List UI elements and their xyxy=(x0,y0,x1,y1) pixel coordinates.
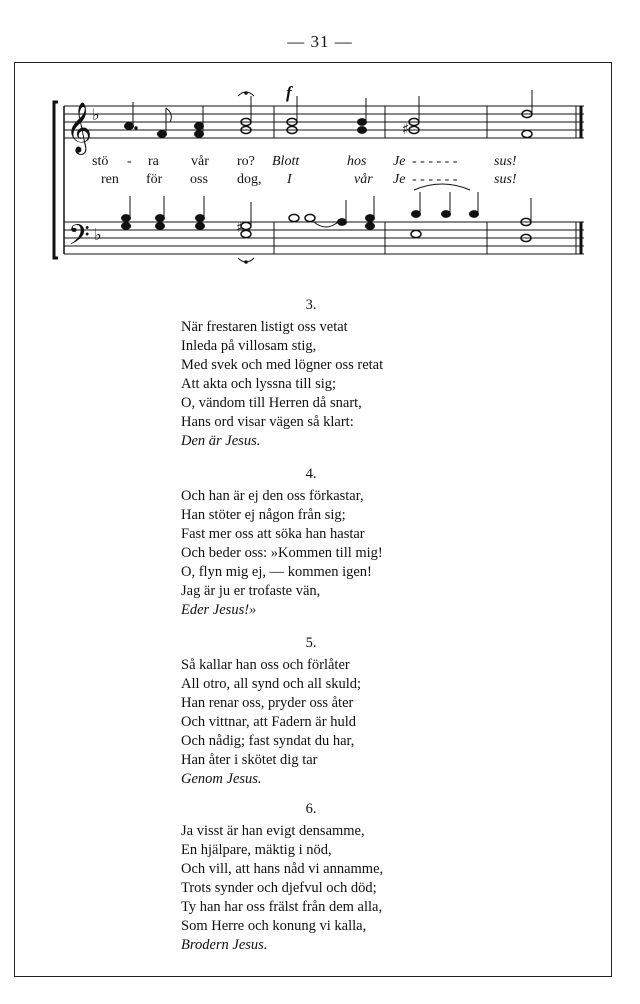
treble-staff xyxy=(64,106,584,138)
stanza-4: 4. Och han är ej den oss förkastar, Han stöter ej någon från sig; Fast mer oss att söka han hastar Och beder oss: »Kommen till mig! O, flyn mig ej, — kommen igen! Jag är ju er trofaste vän, Eder Jesus!» xyxy=(181,465,441,620)
svg-text:♭: ♭ xyxy=(92,105,100,124)
svg-text:♭: ♭ xyxy=(94,225,102,244)
stanza-3: 3. När frestaren listigt oss vetat Inleda på villosam stig, Med svek och med lögner oss retat Att akta och lyssna till sig; O, vändom till Herren då snart, Hans ord visar vägen så klart: Den är Jesus. xyxy=(181,296,441,451)
stanza-6: 6. Ja visst är han evigt densamme, En hjälpare, mäktig i nöd, Och vill, att hans nåd vi annamme, Trots synder och djefvul och död; Ty han har oss frälst från dem alla, Som Herre och konung vi kalla, Brodern Jesus. xyxy=(181,800,441,955)
stanza-number: 4. xyxy=(305,466,317,482)
bass-clef-icon: 𝄢 xyxy=(68,219,90,259)
svg-text:♯: ♯ xyxy=(236,220,243,236)
stanza-5: 5. Så kallar han oss och förlåter All otro, all synd och all skuld; Han renar oss, pryder oss åter Och vittnar, att Fadern är huld Och nådig; fast syndat du har, Han åter i skötet dig tar Genom Jesus. xyxy=(181,634,441,789)
dynamic-mark: f xyxy=(286,83,292,102)
svg-text:♯: ♯ xyxy=(402,120,410,138)
treble-clef-icon: 𝄞 xyxy=(66,102,93,153)
stanza-number: 3. xyxy=(305,297,317,313)
page-number: — 31 — xyxy=(287,32,353,51)
stanza-number: 6. xyxy=(305,801,317,817)
stanza-number: 5. xyxy=(305,635,317,651)
